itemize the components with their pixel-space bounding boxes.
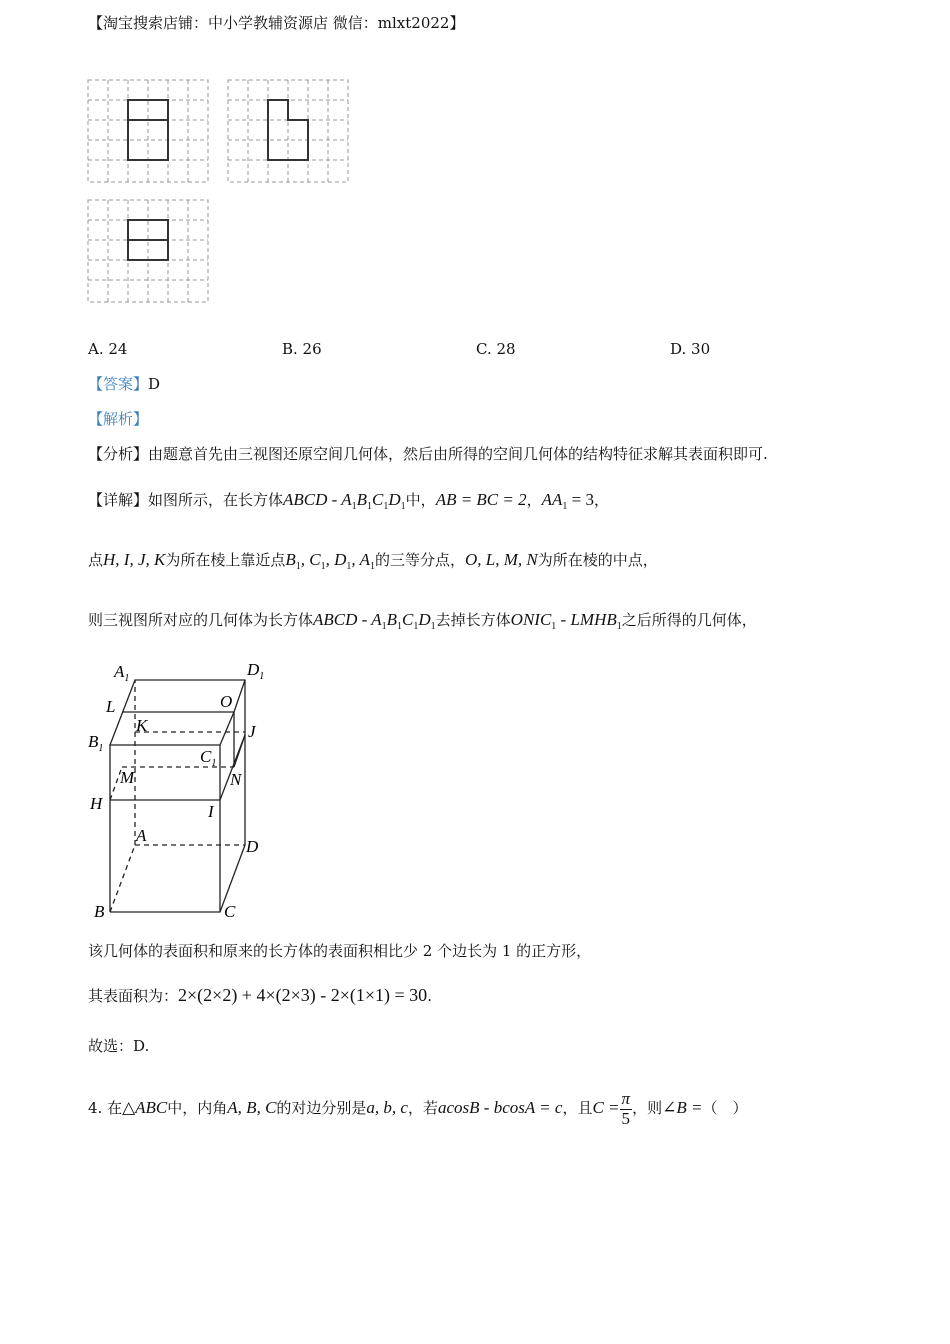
detail-text: ， bbox=[526, 491, 542, 509]
detail-text: ， bbox=[594, 491, 610, 509]
answer-line bbox=[88, 375, 160, 393]
conclusion-line-1: 该几何体的表面积和原来的长方体的表面积相比少 2 个边长为 1 的正方形， bbox=[88, 942, 592, 960]
q4-text: 中，内角 bbox=[167, 1099, 228, 1118]
label-k: K bbox=[136, 716, 148, 735]
label-d1: $D_1$ bbox=[247, 660, 265, 682]
option-b: B. 26 bbox=[282, 340, 322, 358]
top-view-grid bbox=[88, 200, 208, 302]
math-box-name: ABCD - $A_1B_1C_1D_1$ bbox=[283, 490, 406, 512]
label-j: J bbox=[248, 722, 256, 741]
math-surface-area: 2×(2×2) + 4×(2×3) - 2×(1×1) = 30 bbox=[178, 985, 428, 1005]
side-view-grid bbox=[228, 80, 348, 182]
detail-text: 的三等分点， bbox=[374, 551, 465, 569]
option-d: D. 30 bbox=[670, 340, 711, 358]
label-n: N bbox=[230, 770, 242, 789]
q4-text: 4. 在 bbox=[88, 1099, 123, 1118]
label-o: O bbox=[220, 692, 233, 711]
q4-text: ，且 bbox=[562, 1099, 593, 1118]
math-box-2: $ONIC_1$ - $LMHB_1$ bbox=[510, 610, 622, 632]
question-4 bbox=[88, 1090, 747, 1128]
detail-tag: 【详解】 bbox=[88, 491, 149, 509]
detail-line-1 bbox=[88, 490, 609, 513]
math-points: $B_1$, $C_1$, $D_1$, $A_1$ bbox=[285, 550, 375, 572]
math-aa1: $AA_1 = 3$ bbox=[541, 490, 595, 512]
detail-text: 为所在棱的中点， bbox=[537, 551, 658, 569]
answer-tag: 【答案】 bbox=[88, 375, 149, 393]
detail-text: 中， bbox=[405, 491, 436, 509]
detail-line-2 bbox=[88, 550, 658, 573]
fenxi-line bbox=[88, 445, 768, 463]
detail-text: 去掉长方体 bbox=[435, 611, 511, 629]
conclusion-text: . bbox=[427, 987, 432, 1005]
math-olmn: O, L, M, N bbox=[464, 550, 538, 569]
math-pi-over-5: $\frac{\pi}{5}$ bbox=[621, 1089, 631, 1128]
q4-text: 的对边分别是 bbox=[276, 1099, 367, 1118]
label-i: I bbox=[208, 802, 214, 821]
math-angles: A, B, C bbox=[227, 1098, 277, 1118]
label-c: C bbox=[224, 902, 236, 921]
label-b: B bbox=[94, 902, 105, 921]
conclusion-line-3: 故选：D. bbox=[88, 1037, 150, 1055]
answer-value: D bbox=[148, 375, 161, 393]
detail-text: 点 bbox=[88, 551, 104, 569]
label-m: M bbox=[120, 768, 135, 787]
math-box-1: ABCD - $A_1B_1C_1D_1$ bbox=[313, 610, 436, 632]
math-triangle: △ABC bbox=[122, 1098, 168, 1118]
conclusion-line-2 bbox=[88, 985, 432, 1007]
fenxi-tag: 【分析】 bbox=[88, 445, 149, 463]
label-d: D bbox=[246, 837, 259, 856]
detail-text: 如图所示，在长方体 bbox=[148, 491, 284, 509]
option-a: A. 24 bbox=[88, 340, 128, 358]
label-l: L bbox=[106, 697, 116, 716]
detail-text: 之后所得的几何体， bbox=[621, 611, 757, 629]
analysis-tag: 【解析】 bbox=[88, 410, 149, 428]
detail-text: 为所在棱上靠近点 bbox=[165, 551, 286, 569]
front-view-grid bbox=[88, 80, 208, 182]
label-a1: $A_1$ bbox=[114, 662, 130, 684]
option-c: C. 28 bbox=[476, 340, 516, 358]
label-h: H bbox=[90, 794, 103, 813]
detail-text: 则三视图所对应的几何体为长方体 bbox=[88, 611, 314, 629]
detail-line-3 bbox=[88, 610, 757, 633]
math-ab-bc: AB = BC = 2 bbox=[435, 490, 527, 509]
label-b1: $B_1$ bbox=[88, 732, 104, 754]
top-view-shape bbox=[128, 220, 168, 260]
three-views-figure bbox=[86, 78, 386, 318]
conclusion-text: 其表面积为： bbox=[88, 987, 179, 1005]
q4-text: ，则 bbox=[632, 1099, 663, 1118]
q4-paren: （ ） bbox=[702, 1099, 748, 1118]
q4-text: ，若 bbox=[407, 1099, 438, 1118]
math-hijk: H, I, J, K bbox=[103, 550, 166, 569]
fenxi-text: 由题意首先由三视图还原空间几何体，然后由所得的空间几何体的结构特征求解其表面积即可. bbox=[148, 445, 768, 463]
label-c1: $C_1$ bbox=[200, 747, 217, 769]
cuboid-figure bbox=[84, 655, 284, 925]
math-c-var: C = bbox=[592, 1098, 620, 1118]
header-watermark: 【淘宝搜索店铺：中小学教辅资源店 微信：mlxt2022】 bbox=[88, 14, 465, 32]
math-condition: acosB - bcosA = c bbox=[437, 1098, 563, 1118]
math-angle-b: ∠B = bbox=[662, 1098, 703, 1118]
label-a: A bbox=[136, 826, 147, 845]
math-sides: a, b, c bbox=[366, 1098, 408, 1118]
